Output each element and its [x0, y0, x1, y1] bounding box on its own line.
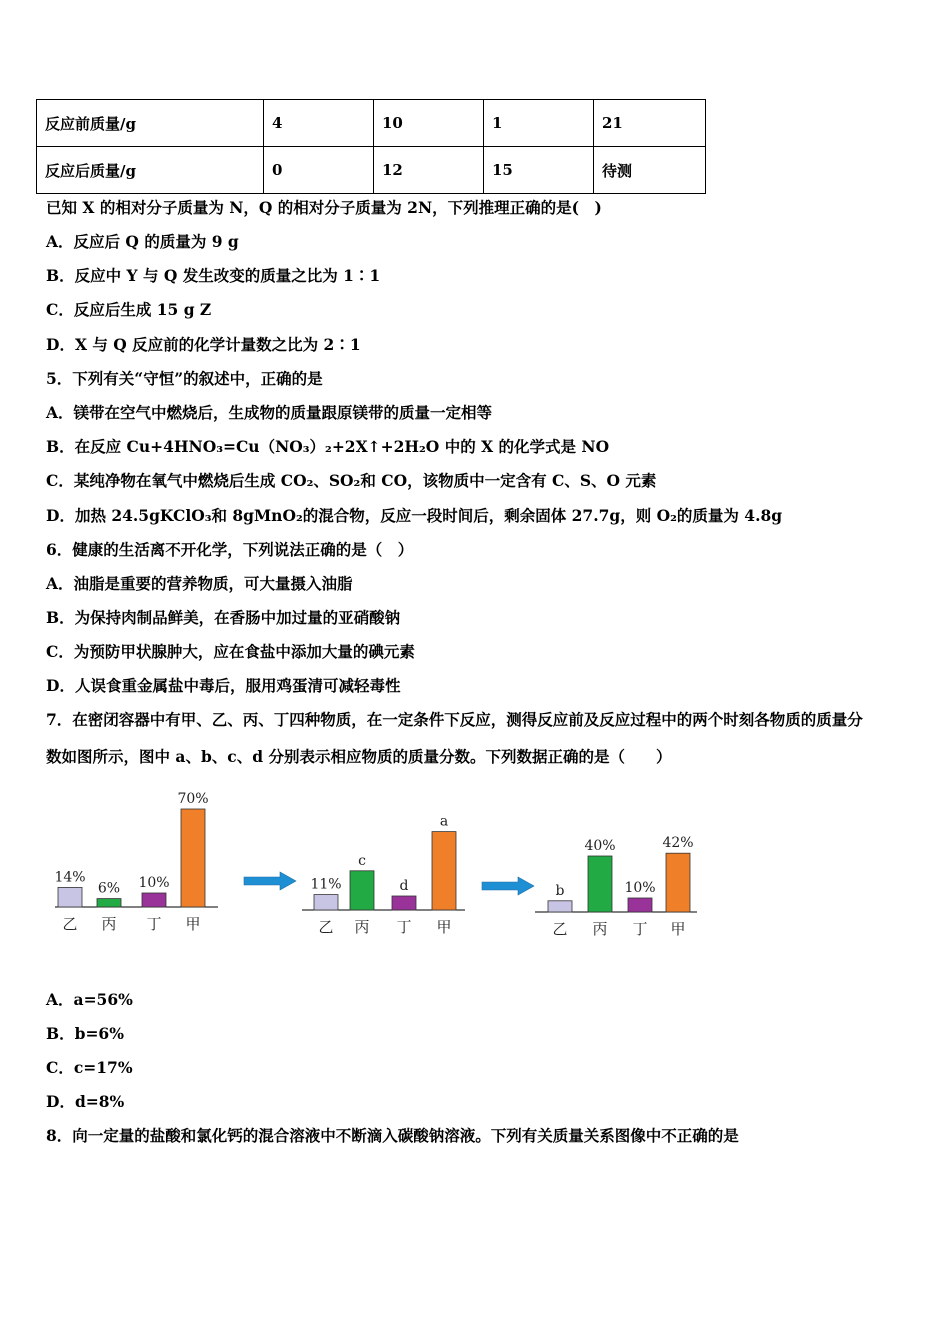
- q6-option-d: D．人误食重金属盐中毒后，服用鸡蛋清可减轻毒性: [46, 676, 401, 695]
- chart-data-label: 10%: [138, 875, 170, 891]
- chart-bar: [432, 832, 456, 910]
- q5-option-b: B．在反应 Cu+4HNO₃=Cu（NO₃）₂+2X↑+2H₂O 中的 X 的化学式是 NO: [46, 437, 610, 456]
- table-cell: 10: [374, 100, 484, 147]
- table-row: [37, 147, 706, 194]
- chart-bar: [548, 901, 572, 912]
- q4-stem: 已知 X 的相对分子质量为 N，Q 的相对分子质量为 2N，下列推理正确的是( ): [46, 198, 602, 217]
- q7-option-a: A．a=56%: [46, 990, 133, 1009]
- table-cell: 反应后质量/g: [37, 147, 264, 194]
- chart-data-label: 70%: [177, 791, 209, 807]
- q5-option-a: A．镁带在空气中燃烧后，生成物的质量跟原镁带的质量一定相等: [46, 403, 493, 422]
- table-cell: 待测: [594, 147, 706, 194]
- chart-data-label: 42%: [662, 835, 694, 852]
- mass-fraction-charts: [0, 780, 950, 950]
- q7-stem-line2: 数如图所示，图中 a、b、c、d 分别表示相应物质的质量分数。下列数据正确的是（ ）: [46, 747, 672, 766]
- chart-data-label: d: [399, 878, 409, 894]
- chart-data-label: a: [439, 813, 449, 830]
- chart-bar: [142, 893, 166, 907]
- q7-option-c: C．c=17%: [46, 1058, 133, 1077]
- table-cell: 15: [484, 147, 594, 194]
- chart-tick-label: 甲: [185, 915, 201, 933]
- chart-data-label: 6%: [97, 880, 121, 897]
- chart-tick-label: 丁: [632, 920, 648, 938]
- chart-bar: [350, 871, 374, 910]
- chart-tick-label: 丙: [592, 920, 608, 938]
- chart-bar: [392, 896, 416, 910]
- chart-tick-label: 乙: [62, 915, 78, 933]
- chart-bar: [628, 898, 652, 912]
- q7-option-b: B．b=6%: [46, 1024, 124, 1043]
- mass-table: [36, 99, 706, 194]
- chart-bar: [314, 895, 338, 910]
- q4-option-b: B．反应中 Y 与 Q 发生改变的质量之比为 1∶1: [46, 266, 381, 285]
- table-cell: 4: [264, 100, 374, 147]
- q5-option-d: D．加热 24.5gKClO₃和 8gMnO₂的混合物，反应一段时间后，剩余固体 27.7g，则 O₂的质量为 4.8g: [46, 506, 783, 525]
- chart-tick-label: 甲: [436, 918, 452, 936]
- arrow-right-icon: [482, 877, 534, 895]
- table-cell: 21: [594, 100, 706, 147]
- chart-tick-label: 丁: [146, 915, 162, 933]
- chart-bar: [97, 899, 121, 907]
- q4-option-d: D．X 与 Q 反应前的化学计量数之比为 2∶1: [46, 335, 361, 354]
- chart-tick-label: 丁: [396, 918, 412, 936]
- chart-data-label: 10%: [624, 880, 656, 896]
- chart-data-label: b: [555, 882, 565, 899]
- q5-option-c: C．某纯净物在氧气中燃烧后生成 CO₂、SO₂和 CO，该物质中一定含有 C、S、O 元素: [46, 471, 657, 490]
- q6-option-b: B．为保持肉制品鲜美，在香肠中加过量的亚硝酸钠: [46, 608, 401, 627]
- chart-tick-label: 乙: [552, 920, 568, 938]
- chart-tick-label: 丙: [354, 918, 370, 936]
- chart-tick-label: 丙: [101, 915, 117, 933]
- chart-tick-label: 乙: [318, 918, 334, 936]
- table-row: [37, 100, 706, 147]
- chart-data-label: 40%: [584, 838, 616, 854]
- table-cell: 1: [484, 100, 594, 147]
- arrow-right-icon: [244, 872, 296, 890]
- chart-tick-label: 甲: [670, 920, 686, 938]
- table-cell: 反应前质量/g: [37, 100, 264, 147]
- q6-option-a: A．油脂是重要的营养物质，可大量摄入油脂: [46, 574, 353, 593]
- q7-option-d: D．d=8%: [46, 1092, 125, 1111]
- chart-bar: [181, 809, 205, 907]
- chart-data-label: 14%: [54, 869, 86, 886]
- chart-data-label: c: [358, 852, 366, 869]
- table-cell: 12: [374, 147, 484, 194]
- q4-option-a: A．反应后 Q 的质量为 9 g: [46, 232, 239, 251]
- chart-bar: [58, 887, 82, 907]
- q6-option-c: C．为预防甲状腺肿大，应在食盐中添加大量的碘元素: [46, 642, 415, 661]
- q4-option-c: C．反应后生成 15 g Z: [46, 300, 212, 319]
- chart-bar: [588, 856, 612, 912]
- chart-bar: [666, 853, 690, 912]
- table-cell: 0: [264, 147, 374, 194]
- chart-data-label: 11%: [310, 876, 342, 893]
- q8-stem: 8．向一定量的盐酸和氯化钙的混合溶液中不断滴入碳酸钠溶液。下列有关质量关系图像中不正确的是: [46, 1126, 739, 1145]
- q6-stem: 6．健康的生活离不开化学，下列说法正确的是（ ）: [46, 540, 414, 559]
- q7-stem-line1: 7．在密闭容器中有甲、乙、丙、丁四种物质，在一定条件下反应，测得反应前及反应过程中的两个时刻各物质的质量分: [46, 710, 863, 729]
- q5-stem: 5．下列有关“守恒”的叙述中，正确的是: [46, 369, 323, 388]
